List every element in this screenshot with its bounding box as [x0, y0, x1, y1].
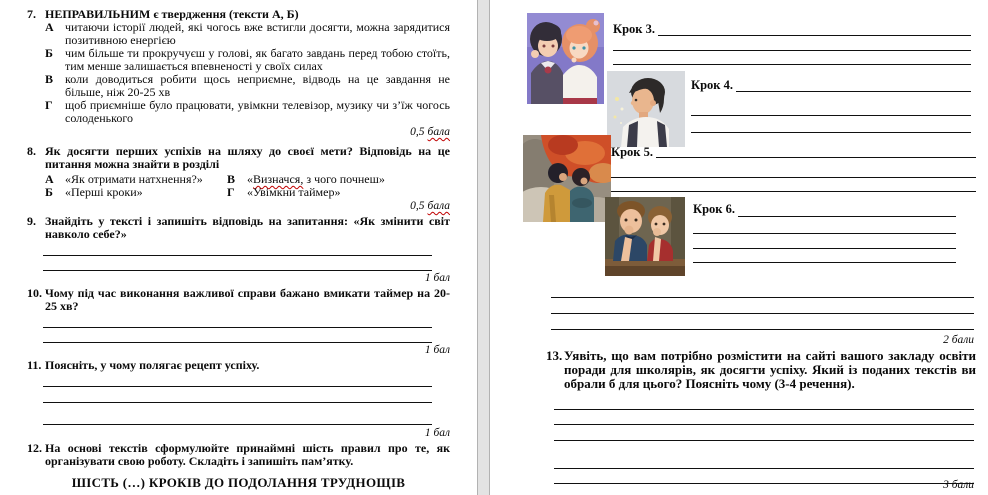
step6-illustration-image — [605, 197, 685, 276]
q7-score-unit-misspelled: бала — [427, 126, 450, 138]
answer-line[interactable] — [693, 249, 956, 263]
answer-line[interactable] — [738, 203, 956, 217]
step-6-block — [693, 203, 956, 263]
step-3-label: Крок 3. — [613, 22, 655, 36]
step-5-block — [611, 146, 976, 192]
q7-option-a-letter: А — [45, 20, 54, 34]
question-8 — [27, 145, 450, 213]
question-12-title: 12. На основі текстів сформулюйте принаймні шість правил про те, як організувати свою роботу. Складіть і запишіть пам’ятку. — [27, 441, 450, 468]
q8-score-value: 0,5 — [410, 200, 425, 212]
answer-line[interactable] — [656, 146, 976, 158]
q8-option-g-letter: Г — [227, 185, 235, 199]
answer-line[interactable] — [554, 441, 974, 469]
answer-line[interactable] — [691, 116, 971, 133]
q8-option-b-letter: Б — [45, 185, 53, 199]
q8-option-b: Б «Перші кроки» — [45, 185, 143, 199]
q7-option-b-letter: Б — [45, 46, 53, 60]
question-9-number: 9. — [27, 214, 36, 228]
worksheet-page-right — [489, 0, 988, 495]
answer-line[interactable] — [43, 328, 432, 343]
question-12-number: 12. — [27, 441, 42, 455]
answer-line[interactable] — [43, 244, 432, 256]
q7-option-g: Г щоб приємніше було працювати, увімкни телевізор, музику чи з’їж чогось солоденького — [45, 98, 450, 125]
step-6-row — [693, 203, 956, 218]
answer-line[interactable] — [693, 234, 956, 249]
q13-score-badge: 3 бали — [943, 479, 974, 491]
step-4-row — [691, 79, 971, 93]
q7-option-a: А читаючи історії людей, які чогось вже встигли досягти, можна зарядитися позитивною енергією — [45, 20, 450, 47]
step-3-block — [613, 23, 971, 65]
answer-line[interactable] — [554, 398, 974, 410]
question-13-number: 13. — [546, 348, 563, 363]
step-4-label: Крок 4. — [691, 78, 733, 92]
q8-option-v-letter: В — [227, 172, 236, 186]
step-4-block — [691, 79, 971, 133]
step-3-row — [613, 23, 971, 37]
question-11-number: 11. — [27, 358, 42, 372]
question-7-number: 7. — [27, 7, 36, 21]
answer-line[interactable] — [43, 316, 432, 328]
step-5-label: Крок 5. — [611, 145, 653, 159]
q8-option-v: В «Визначся, з чого почнеш» — [227, 172, 385, 186]
question-10-title: 10. Чому під час виконання важливої справи бажано вмикати таймер на 20-25 хв? — [27, 286, 450, 313]
q7-option-b: Б чим більше ти прокручуєш у голові, як багато завдань перед тобою стоїть, тим менше залишається впевненості у своїх силах — [45, 46, 450, 73]
q8-options-row-2 — [45, 186, 450, 199]
q11-score-badge: 1 бал — [424, 427, 450, 439]
q7-option-g-letter: Г — [45, 98, 53, 112]
answer-line[interactable] — [554, 425, 974, 441]
answer-line[interactable] — [611, 178, 976, 192]
misspelled-word: Визначся, — [253, 172, 304, 186]
answer-line[interactable] — [658, 23, 971, 36]
q8-option-a-letter: А — [45, 172, 54, 186]
q8-score-unit-misspelled: бала — [427, 200, 450, 212]
answer-line[interactable] — [693, 218, 956, 234]
steps-score-badge: 2 бали — [943, 334, 974, 346]
memo-heading: ШІСТЬ (…) КРОКІВ ДО ПОДОЛАННЯ ТРУДНОЩІВ — [71, 475, 406, 490]
q8-option-a: А «Як отримати натхнення?» — [45, 172, 203, 186]
step-5-row — [611, 146, 976, 159]
answer-line[interactable] — [611, 159, 976, 178]
step4-illustration-image — [607, 71, 685, 147]
question-11-title: 11. Поясніть, у чому полягає рецепт успіху. — [27, 358, 260, 372]
question-13 — [546, 349, 976, 391]
step5-illustration-image — [523, 135, 611, 222]
question-7-title: 7. НЕПРАВИЛЬНИМ є твердження (тексти А, Б) — [27, 7, 299, 21]
q7-option-v-letter: В — [45, 72, 54, 86]
answer-line[interactable] — [551, 298, 974, 314]
step-6-label: Крок 6. — [693, 202, 735, 216]
answer-line[interactable] — [43, 256, 432, 271]
q9-score-badge: 1 бал — [424, 272, 450, 284]
step3-illustration-image — [527, 13, 604, 104]
question-7 — [27, 8, 450, 139]
question-12 — [27, 442, 450, 489]
question-10-number: 10. — [27, 286, 42, 300]
answer-line[interactable] — [551, 314, 974, 330]
answer-line[interactable] — [43, 387, 432, 403]
q8-options — [27, 173, 450, 199]
answer-line[interactable] — [736, 79, 971, 92]
answer-line[interactable] — [43, 375, 432, 387]
question-8-number: 8. — [27, 144, 36, 158]
question-11 — [27, 359, 450, 440]
shared-answer-lines — [551, 283, 974, 330]
q13-answer-lines — [554, 398, 974, 484]
answer-line[interactable] — [613, 51, 971, 65]
answer-line[interactable] — [691, 93, 971, 116]
question-9-title: 9. Знайдіть у тексті і запишіть відповідь на запитання: «Як змінити світ навколо себе?» — [27, 214, 450, 241]
question-10 — [27, 287, 450, 357]
question-9 — [27, 215, 450, 285]
answer-line[interactable] — [554, 410, 974, 425]
q7-score-value: 0,5 — [410, 126, 425, 138]
answer-line[interactable] — [43, 403, 432, 425]
q7-score-badge — [27, 126, 450, 139]
answer-line[interactable] — [613, 37, 971, 51]
q10-score-badge: 1 бал — [424, 344, 450, 356]
question-13-title: 13. Уявіть, що вам потрібно розмістити на сайті вашого закладу освіти поради для школярів, як досягти успіху. Який із поданих текстів ви обрали б для цього? Поясніть чому (3-4 речення). — [546, 348, 976, 391]
q8-score-badge — [27, 200, 450, 213]
worksheet-page-left — [0, 0, 478, 495]
question-8-title: 8. Як досягти перших успіхів на шляху до своєї мети? Відповідь на це питання можна знайти в розділі — [27, 144, 450, 171]
q8-option-g: Г «Увімкни таймер» — [227, 185, 341, 199]
q7-option-v: В коли доводиться робити щось неприємне, відводь на це завдання не більше, ніж 20-25 хв — [45, 72, 450, 99]
answer-line[interactable] — [551, 283, 974, 298]
